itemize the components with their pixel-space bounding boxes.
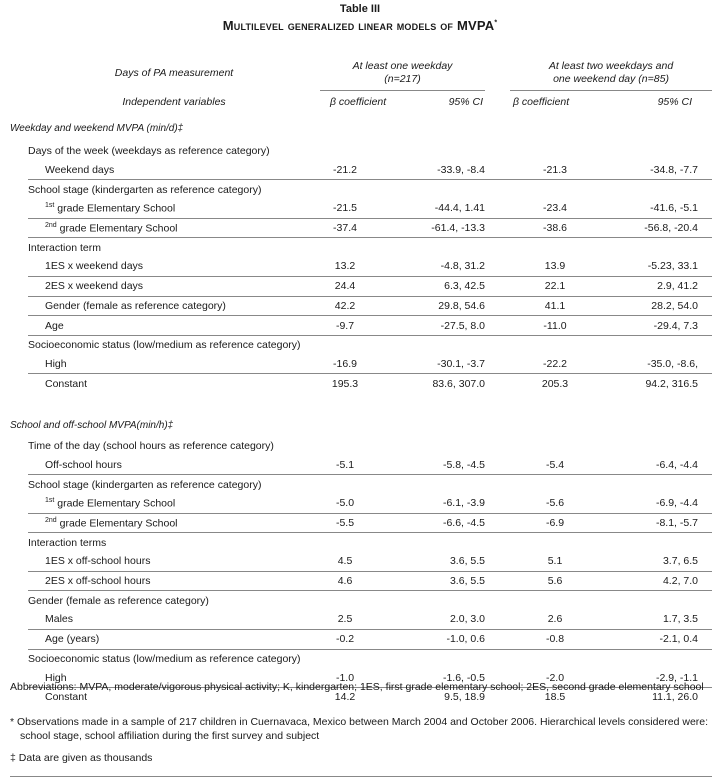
beta2-value: -5.6 <box>545 497 565 510</box>
row-label: 2ES x off-school hours <box>28 571 320 591</box>
end <box>698 552 712 571</box>
ci2-value: -6.4, -4.4 <box>655 458 698 471</box>
gap <box>485 456 510 475</box>
indent <box>0 552 28 571</box>
row-label: 2ES x weekend days <box>28 276 320 296</box>
label-text: grade Elementary School <box>57 202 176 215</box>
row-label: Interaction terms <box>28 533 320 552</box>
ci2-value: -2.9, -1.1 <box>655 671 698 684</box>
indent <box>0 238 28 257</box>
category-row <box>0 649 712 668</box>
row-label <box>28 513 320 533</box>
group2-header <box>510 56 712 90</box>
ci1-value: -33.9, -8.4 <box>437 164 485 177</box>
beta1-value: 24.4 <box>320 276 370 296</box>
star-text: Observations made in a sample of 217 children in Cuernavaca, Mexico between March 2004 and October 2006. Hierarchical levels considered were: school stage, school affiliation during the first survey and subject <box>17 716 709 742</box>
row-label: School stage (kindergarten as reference category) <box>28 475 320 494</box>
beta1-value: 195.3 <box>320 374 370 393</box>
beta1-value: 42.2 <box>320 296 370 316</box>
gap <box>485 494 510 513</box>
bottom-rule <box>10 776 712 777</box>
category-row <box>0 238 712 257</box>
gap <box>485 276 510 296</box>
beta2-value: 18.5 <box>510 687 600 706</box>
row-label <box>28 199 320 218</box>
table-row <box>0 276 712 296</box>
end <box>698 218 712 238</box>
ci2-value: 2.9, 41.2 <box>600 276 698 296</box>
row-label: 1ES x weekend days <box>45 260 144 273</box>
indent <box>0 142 28 161</box>
end <box>698 199 712 218</box>
dagger-mark: ‡ <box>10 752 16 764</box>
gap <box>485 257 510 276</box>
beta2-value: 5.6 <box>510 571 600 591</box>
indent <box>0 437 28 456</box>
ci2-value: -56.8, -20.4 <box>600 218 698 238</box>
end <box>698 571 712 591</box>
ci2-value: -8.1, -5.7 <box>600 513 698 533</box>
gap <box>485 571 510 591</box>
empty-cells <box>320 591 712 610</box>
ci2-value: -5.23, 33.1 <box>647 260 698 273</box>
ci2-value: 11.1, 26.0 <box>600 687 698 706</box>
beta2-value: -23.4 <box>543 202 567 215</box>
end <box>698 257 712 276</box>
table-row <box>0 629 712 649</box>
indent <box>0 257 28 276</box>
ci2-value: -35.0, -8.6, <box>647 357 698 370</box>
gap <box>485 218 510 238</box>
indent <box>0 649 28 668</box>
gap <box>485 629 510 649</box>
beta2-value: 41.1 <box>510 296 600 316</box>
indent <box>0 276 28 296</box>
group1-header <box>320 56 485 90</box>
end <box>698 629 712 649</box>
ordinal-sup: 1st <box>45 497 55 505</box>
group2-line1: At least two weekdays and <box>548 59 674 72</box>
indent <box>0 180 28 199</box>
indent <box>0 591 28 610</box>
beta1-value: -21.2 <box>333 164 357 177</box>
row-label: Constant <box>28 374 320 393</box>
end <box>698 316 712 336</box>
beta1-value: 4.5 <box>337 555 353 568</box>
end <box>698 610 712 629</box>
gap <box>485 610 510 629</box>
gap <box>485 552 510 571</box>
row-label: School stage (kindergarten as reference category) <box>28 180 320 199</box>
gap <box>485 513 510 533</box>
beta2-value: -5.4 <box>545 458 565 471</box>
label-text: grade Elementary School <box>59 517 178 530</box>
label-text: grade Elementary School <box>59 222 178 235</box>
row-label: High <box>45 357 67 370</box>
beta1-value: 4.6 <box>320 571 370 591</box>
beta2-value: -2.0 <box>545 671 565 684</box>
beta1-value: -0.2 <box>320 629 370 649</box>
beta2-value: -11.0 <box>510 316 600 336</box>
table-title: Table III <box>339 3 381 15</box>
beta2-value: -21.3 <box>543 164 567 177</box>
beta1-value: -37.4 <box>320 218 370 238</box>
empty-cells <box>320 533 712 552</box>
ci1-value: 3.6, 5.5 <box>449 555 485 568</box>
group1-line1: At least one weekday <box>352 59 453 72</box>
spacer <box>0 393 712 415</box>
row-label: Age <box>28 316 320 336</box>
beta2-value: 22.1 <box>510 276 600 296</box>
end <box>698 161 712 180</box>
category-row <box>0 437 712 456</box>
ci1-value: 2.0, 3.0 <box>449 613 485 626</box>
row-label: Age (years) <box>28 629 320 649</box>
category-row <box>0 142 712 161</box>
ordinal-sup: 2nd <box>45 221 57 229</box>
ci1-value: 9.5, 18.9 <box>370 687 485 706</box>
ci1-value: -44.4, 1.41 <box>434 202 485 215</box>
ci2-value: 28.2, 54.0 <box>600 296 698 316</box>
end <box>698 296 712 316</box>
gap <box>485 316 510 336</box>
ordinal-sup: 1st <box>45 202 55 210</box>
ci2-value: -2.1, 0.4 <box>600 629 698 649</box>
beta1-value: -1.0 <box>335 671 355 684</box>
beta2-value: -6.9 <box>510 513 600 533</box>
category-row <box>0 533 712 552</box>
category-row <box>0 335 712 354</box>
row-label <box>28 218 320 238</box>
beta2-value: 2.6 <box>547 613 563 626</box>
table-row <box>0 161 712 180</box>
indent <box>0 629 28 649</box>
beta1-value: -21.5 <box>333 202 357 215</box>
category-row <box>0 591 712 610</box>
footnote-mark: * <box>494 19 498 27</box>
indent <box>0 355 28 374</box>
subtitle-text: Multilevel generalized linear models of MVPA <box>222 18 495 33</box>
row-label: Interaction term <box>28 238 320 257</box>
table-row <box>0 218 712 238</box>
row-label: Gender (female as reference category) <box>28 591 320 610</box>
beta1-header: β coefficient <box>330 96 387 109</box>
section-spacer <box>0 393 712 415</box>
gap <box>485 199 510 218</box>
ci2-value: -34.8, -7.7 <box>650 164 698 177</box>
end <box>698 513 712 533</box>
category-row <box>0 475 712 494</box>
row-label: Males <box>45 613 74 626</box>
ci1-value: -6.1, -3.9 <box>442 497 485 510</box>
beta1-value: -5.1 <box>335 458 355 471</box>
indent <box>0 533 28 552</box>
indent <box>0 494 28 513</box>
beta1-value: -5.5 <box>320 513 370 533</box>
beta1-value: 13.2 <box>334 260 356 273</box>
end <box>698 355 712 374</box>
star-footnote <box>10 715 720 743</box>
group2-line2: one weekend day (n=85) <box>553 72 669 85</box>
indent <box>0 218 28 238</box>
indent <box>0 335 28 354</box>
empty-cells <box>320 142 712 161</box>
row-label: Days of the week (weekdays as reference category) <box>28 145 270 158</box>
empty-cells <box>320 180 712 199</box>
end <box>698 456 712 475</box>
row-label: Socioeconomic status (low/medium as reference category) <box>28 649 320 668</box>
beta2-header: β coefficient <box>513 96 570 109</box>
ci1-value: 3.6, 5.5 <box>370 571 485 591</box>
empty-cells <box>320 335 712 354</box>
table-row <box>0 316 712 336</box>
beta1-value: 2.5 <box>337 613 353 626</box>
end <box>698 374 712 393</box>
beta1-value: -16.9 <box>333 357 357 370</box>
ordinal-sup: 2nd <box>45 516 57 524</box>
beta2-value: 5.1 <box>547 555 563 568</box>
table-row <box>0 199 712 218</box>
gap <box>485 374 510 393</box>
table-row <box>0 296 712 316</box>
indent <box>0 316 28 336</box>
label-text: grade Elementary School <box>57 497 176 510</box>
indent <box>0 475 28 494</box>
table-row <box>0 552 712 571</box>
beta2-value: 13.9 <box>544 260 566 273</box>
gap <box>485 355 510 374</box>
ci2-value: -41.6, -5.1 <box>650 202 698 215</box>
header-row-columns <box>0 90 712 114</box>
beta1-value: -5.0 <box>335 497 355 510</box>
ci1-value: 6.3, 42.5 <box>370 276 485 296</box>
beta2-value: -0.8 <box>510 629 600 649</box>
gap <box>485 296 510 316</box>
ci1-value: -6.6, -4.5 <box>370 513 485 533</box>
days-label: Days of PA measurement <box>114 67 234 79</box>
row-label: Time of the day (school hours as reference category) <box>28 440 274 453</box>
beta1-value: 14.2 <box>320 687 370 706</box>
category-row <box>0 180 712 199</box>
indent <box>0 456 28 475</box>
indent <box>0 513 28 533</box>
table-row <box>0 571 712 591</box>
section-title-row <box>0 415 712 437</box>
row-label: Socioeconomic status (low/medium as reference category) <box>28 335 320 354</box>
ci1-value: -61.4, -13.3 <box>370 218 485 238</box>
ci2-value: -6.9, -4.4 <box>655 497 698 510</box>
ci2-value: -29.4, 7.3 <box>600 316 698 336</box>
row-label: 1ES x off-school hours <box>45 555 151 568</box>
table-subtitle <box>0 18 720 33</box>
table-row <box>0 610 712 629</box>
row-label: Constant <box>28 687 320 706</box>
ci1-value: 29.8, 54.6 <box>370 296 485 316</box>
row-label: Gender (female as reference category) <box>28 296 320 316</box>
ci2-header: 95% CI <box>657 96 692 109</box>
row-label <box>28 494 320 513</box>
results-table <box>0 56 712 707</box>
indent <box>0 571 28 591</box>
table-row <box>0 494 712 513</box>
star-mark: * <box>10 716 15 728</box>
section-title-row <box>0 114 712 142</box>
ci1-value: -5.8, -4.5 <box>442 458 485 471</box>
empty-cells <box>320 238 712 257</box>
dagger-text: Data are given as thousands <box>18 752 153 764</box>
empty-cells <box>320 649 712 668</box>
ci2-value: 94.2, 316.5 <box>600 374 698 393</box>
indent <box>0 610 28 629</box>
empty-cells <box>320 475 712 494</box>
table-row <box>0 456 712 475</box>
empty-cells <box>320 437 712 456</box>
ci1-value: -30.1, -3.7 <box>437 357 485 370</box>
ci2-value: 1.7, 3.5 <box>662 613 698 626</box>
indent <box>0 199 28 218</box>
gap <box>485 161 510 180</box>
table-row <box>0 513 712 533</box>
row-label: Weekend days <box>45 164 115 177</box>
ci1-value: -4.8, 31.2 <box>440 260 485 273</box>
ci1-value: -1.6, -0.5 <box>442 671 485 684</box>
ci1-value: -1.0, 0.6 <box>370 629 485 649</box>
abbreviations-note: Abbreviations: MVPA, moderate/vigorous physical activity; K, kindergarten; 1ES, first grade elementary school; 2ES, second grade elementary school <box>10 681 704 693</box>
table-row <box>0 355 712 374</box>
dagger-footnote <box>10 751 715 765</box>
independent-label: Independent variables <box>122 96 226 108</box>
end <box>698 494 712 513</box>
table-row <box>0 257 712 276</box>
ci2-value: 4.2, 7.0 <box>600 571 698 591</box>
ci1-value: 83.6, 307.0 <box>370 374 485 393</box>
indent <box>0 296 28 316</box>
ci2-value: 3.7, 6.5 <box>662 555 698 568</box>
indent <box>0 161 28 180</box>
section-title: School and off-school MVPA(min/h)‡ <box>10 420 174 432</box>
row-label: High <box>45 671 67 684</box>
group1-line2: (n=217) <box>384 72 421 85</box>
header-row-groups <box>0 56 712 90</box>
beta2-value: -22.2 <box>543 357 567 370</box>
beta2-value: -38.6 <box>510 218 600 238</box>
section-title: Weekday and weekend MVPA (min/d)‡ <box>10 122 184 134</box>
indent <box>0 374 28 393</box>
ci1-header: 95% CI <box>448 96 483 109</box>
table-row <box>0 374 712 393</box>
end <box>698 276 712 296</box>
beta1-value: -9.7 <box>320 316 370 336</box>
ci1-value: -27.5, 8.0 <box>370 316 485 336</box>
row-label: Off-school hours <box>45 458 122 471</box>
beta2-value: 205.3 <box>510 374 600 393</box>
